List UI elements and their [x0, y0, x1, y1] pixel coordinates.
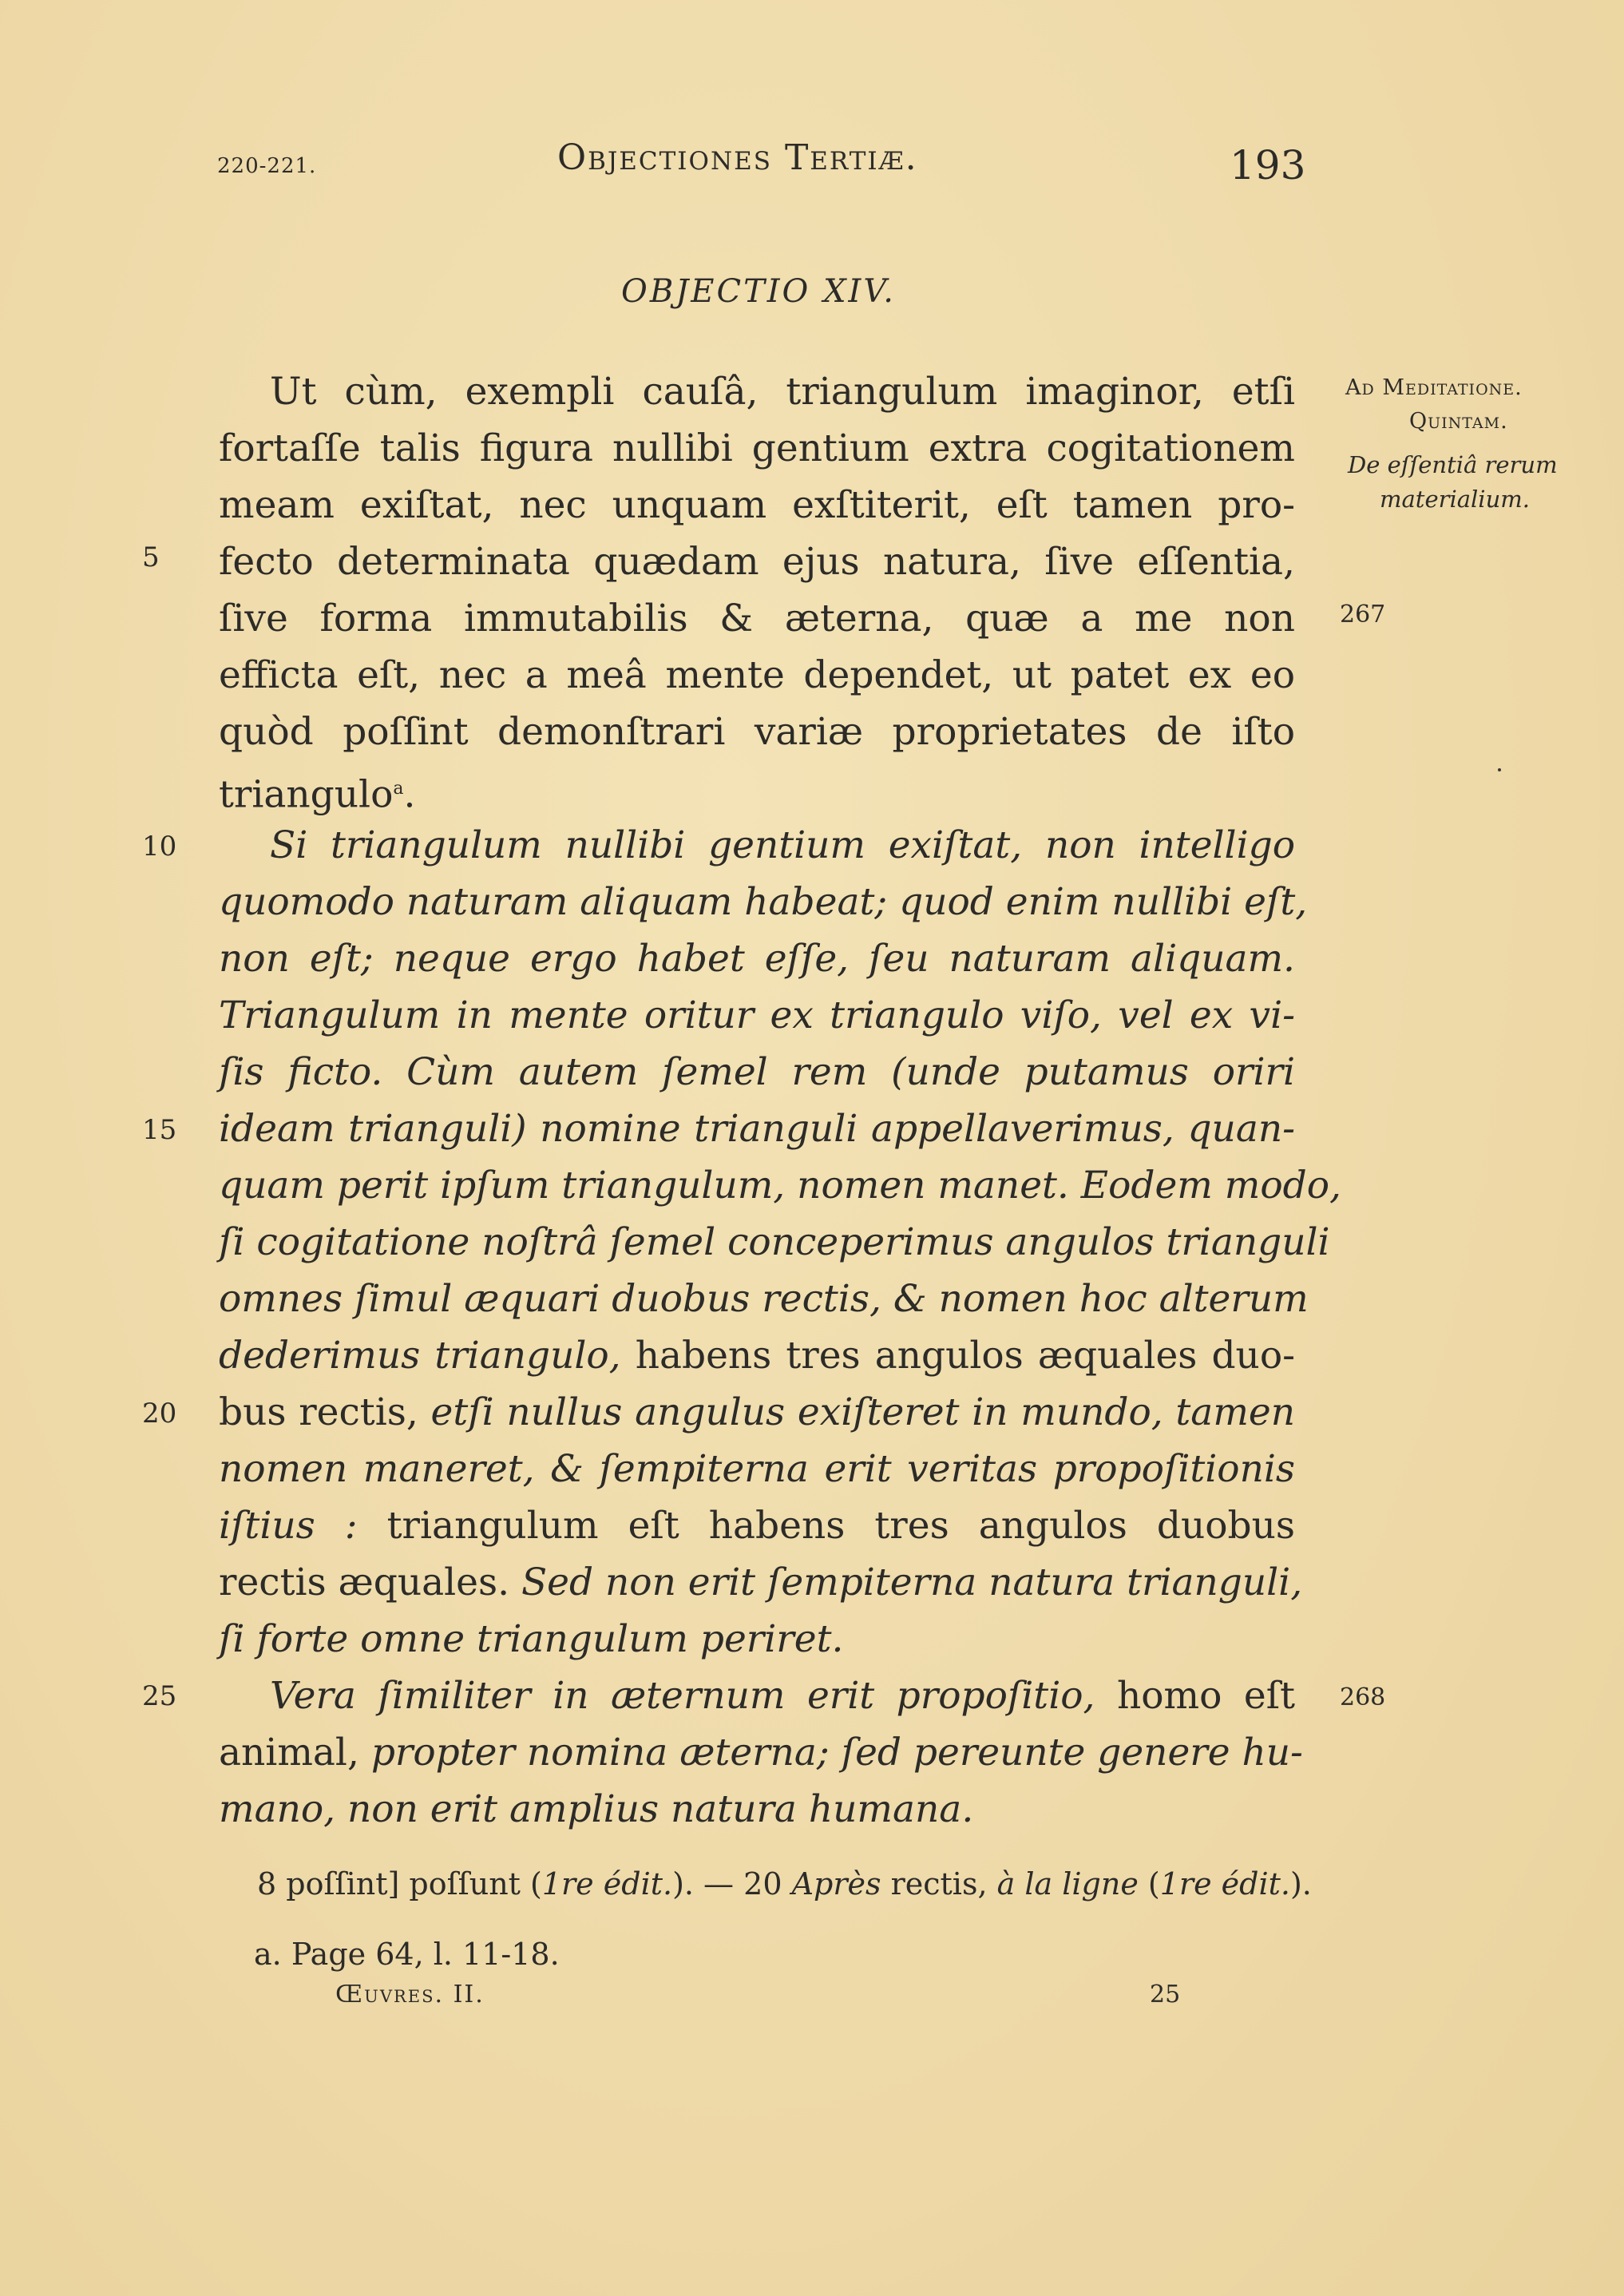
italic-segment: omnes ſimul æquari duobus rectis, & nomen hoc alterum	[219, 1277, 1309, 1321]
text-line	[219, 1441, 1295, 1497]
note-segment: (	[1147, 1866, 1160, 1901]
footer-signature: 25	[1150, 1981, 1181, 2009]
italic-segment: mano, non erit amplius natura humana.	[219, 1787, 974, 1831]
text-line	[219, 760, 1295, 817]
edition-page-mark: 267	[1340, 601, 1386, 629]
roman-segment: animal,	[219, 1731, 371, 1775]
text-line	[219, 363, 1295, 420]
italic-segment: Triangulum in mente oritur ex triangulo viſo, vel ex vi-	[219, 993, 1295, 1037]
roman-segment: meam exiſtat, nec unquam exſtiterit, eſt tamen pro-	[219, 483, 1295, 527]
text-line	[219, 533, 1295, 590]
text-line	[219, 1611, 1295, 1667]
footnote-marker: a	[393, 779, 404, 799]
roman-segment: rectis æquales.	[219, 1560, 521, 1604]
note-segment: rectis,	[890, 1866, 997, 1901]
italic-segment: iſtius :	[219, 1504, 387, 1548]
roman-segment: triangulum eſt habens tres angulos duobus	[386, 1504, 1296, 1548]
text-line	[219, 647, 1295, 704]
note-segment: à la ligne	[996, 1866, 1148, 1901]
text-line	[219, 1327, 1295, 1384]
text-line	[219, 590, 1295, 647]
italic-segment: Si triangulum nullibi gentium exiſtat, non intelligo	[270, 823, 1295, 867]
italic-segment: nomen maneret, & ſempiterna erit veritas propoſitionis	[219, 1447, 1295, 1491]
roman-segment: habens tres angulos æquales duo-	[635, 1334, 1295, 1378]
roman-segment: efficta eſt, nec a meâ mente dependet, ut patet ex eo	[219, 653, 1295, 697]
italic-segment: ſi forte omne triangulum periret.	[219, 1617, 844, 1661]
line-number: 5	[142, 541, 160, 573]
italic-segment: etſi nullus angulus exiſteret in mundo, tamen	[430, 1390, 1295, 1434]
roman-segment: quòd poſſint demonſtrari variæ proprietates de iſto	[219, 710, 1295, 754]
text-line	[219, 1554, 1303, 1611]
text-line	[219, 1044, 1295, 1100]
line-number: 25	[142, 1680, 177, 1712]
section-title: OBJECTIO XIV.	[621, 273, 896, 310]
note-segment: 1re édit.	[541, 1866, 673, 1901]
variant-note	[257, 1866, 1312, 1901]
margin-note-subject-1: De eſſentiâ rerum	[1348, 451, 1558, 478]
text-line	[219, 817, 1295, 874]
ink-speck	[1498, 768, 1501, 771]
italic-segment: propter nomina æterna; ſed pereunte genere hu-	[370, 1731, 1303, 1775]
roman-segment: ſive forma immutabilis & æterna, quæ a me non	[219, 597, 1295, 640]
text-line	[219, 987, 1295, 1044]
text-line	[219, 477, 1295, 533]
text-line	[219, 1100, 1295, 1157]
italic-segment: non eſt; neque ergo habet eſſe, ſeu naturam aliquam.	[219, 937, 1295, 981]
italic-segment: ideam trianguli) nomine trianguli appellaverimus, quan-	[219, 1107, 1295, 1151]
text-line	[219, 1667, 1295, 1724]
page-number: 193	[1230, 142, 1306, 188]
text-line	[219, 1781, 1295, 1838]
roman-segment: triangulo	[219, 772, 394, 817]
text-line	[219, 420, 1295, 477]
italic-segment: Vera ſimiliter in æternum erit propoſitio,	[270, 1674, 1117, 1718]
text-line	[219, 1384, 1295, 1441]
margin-note-subject-2: materialium.	[1380, 486, 1530, 513]
running-header-pages: 220-221.	[217, 154, 317, 178]
italic-segment: Sed non erit ſempiterna natura trianguli,	[521, 1560, 1303, 1604]
punctuation: .	[403, 772, 416, 817]
edition-page-mark: 268	[1340, 1683, 1386, 1711]
italic-segment: quomodo naturam aliquam habeat; quod enim nullibi eſt,	[219, 880, 1308, 924]
text-line	[219, 874, 1308, 930]
line-number: 10	[142, 831, 177, 862]
italic-segment: dederimus triangulo,	[219, 1334, 636, 1378]
text-line	[219, 1271, 1309, 1327]
italic-segment: quam perit ipſum triangulum, nomen manet. Eodem modo,	[219, 1164, 1341, 1207]
line-number: 15	[142, 1114, 177, 1146]
reference-note: a. Page 64, l. 11-18.	[254, 1937, 560, 1972]
text-line	[219, 930, 1295, 987]
roman-segment: fortaſſe talis figura nullibi gentium extra cogitationem	[219, 426, 1295, 470]
text-line	[219, 1157, 1341, 1214]
text-line	[219, 1497, 1295, 1554]
text-line	[219, 704, 1295, 760]
body-text	[219, 363, 1341, 1838]
roman-segment: fecto determinata quædam ejus natura, ſive eſſentia,	[219, 540, 1295, 584]
roman-segment: Ut cùm, exempli cauſâ, triangulum imaginor, etſi	[270, 370, 1295, 414]
note-segment: ).	[1289, 1866, 1312, 1901]
running-header-title: Objectiones Tertiæ.	[557, 137, 918, 178]
text-line	[219, 1214, 1330, 1271]
note-segment: Après	[791, 1866, 891, 1901]
note-segment: ). — 20	[672, 1866, 792, 1901]
margin-note-heading-1: Ad Meditatione.	[1345, 375, 1523, 400]
footer-collection: Œuvres. II.	[335, 1981, 485, 2009]
note-segment: 8 poſſint] poſſunt (	[257, 1866, 542, 1901]
text-line	[219, 1724, 1303, 1781]
italic-segment: ſis ficto. Cùm autem ſemel rem (unde putamus oriri	[219, 1050, 1295, 1094]
note-segment: 1re édit.	[1159, 1866, 1290, 1901]
italic-segment: ſi cogitatione noſtrâ ſemel conceperimus angulos trianguli	[219, 1220, 1330, 1264]
margin-note-heading-2: Quintam.	[1409, 409, 1508, 434]
line-number: 20	[142, 1398, 177, 1430]
roman-segment: bus rectis,	[219, 1390, 431, 1434]
roman-segment: homo eſt	[1116, 1674, 1295, 1718]
